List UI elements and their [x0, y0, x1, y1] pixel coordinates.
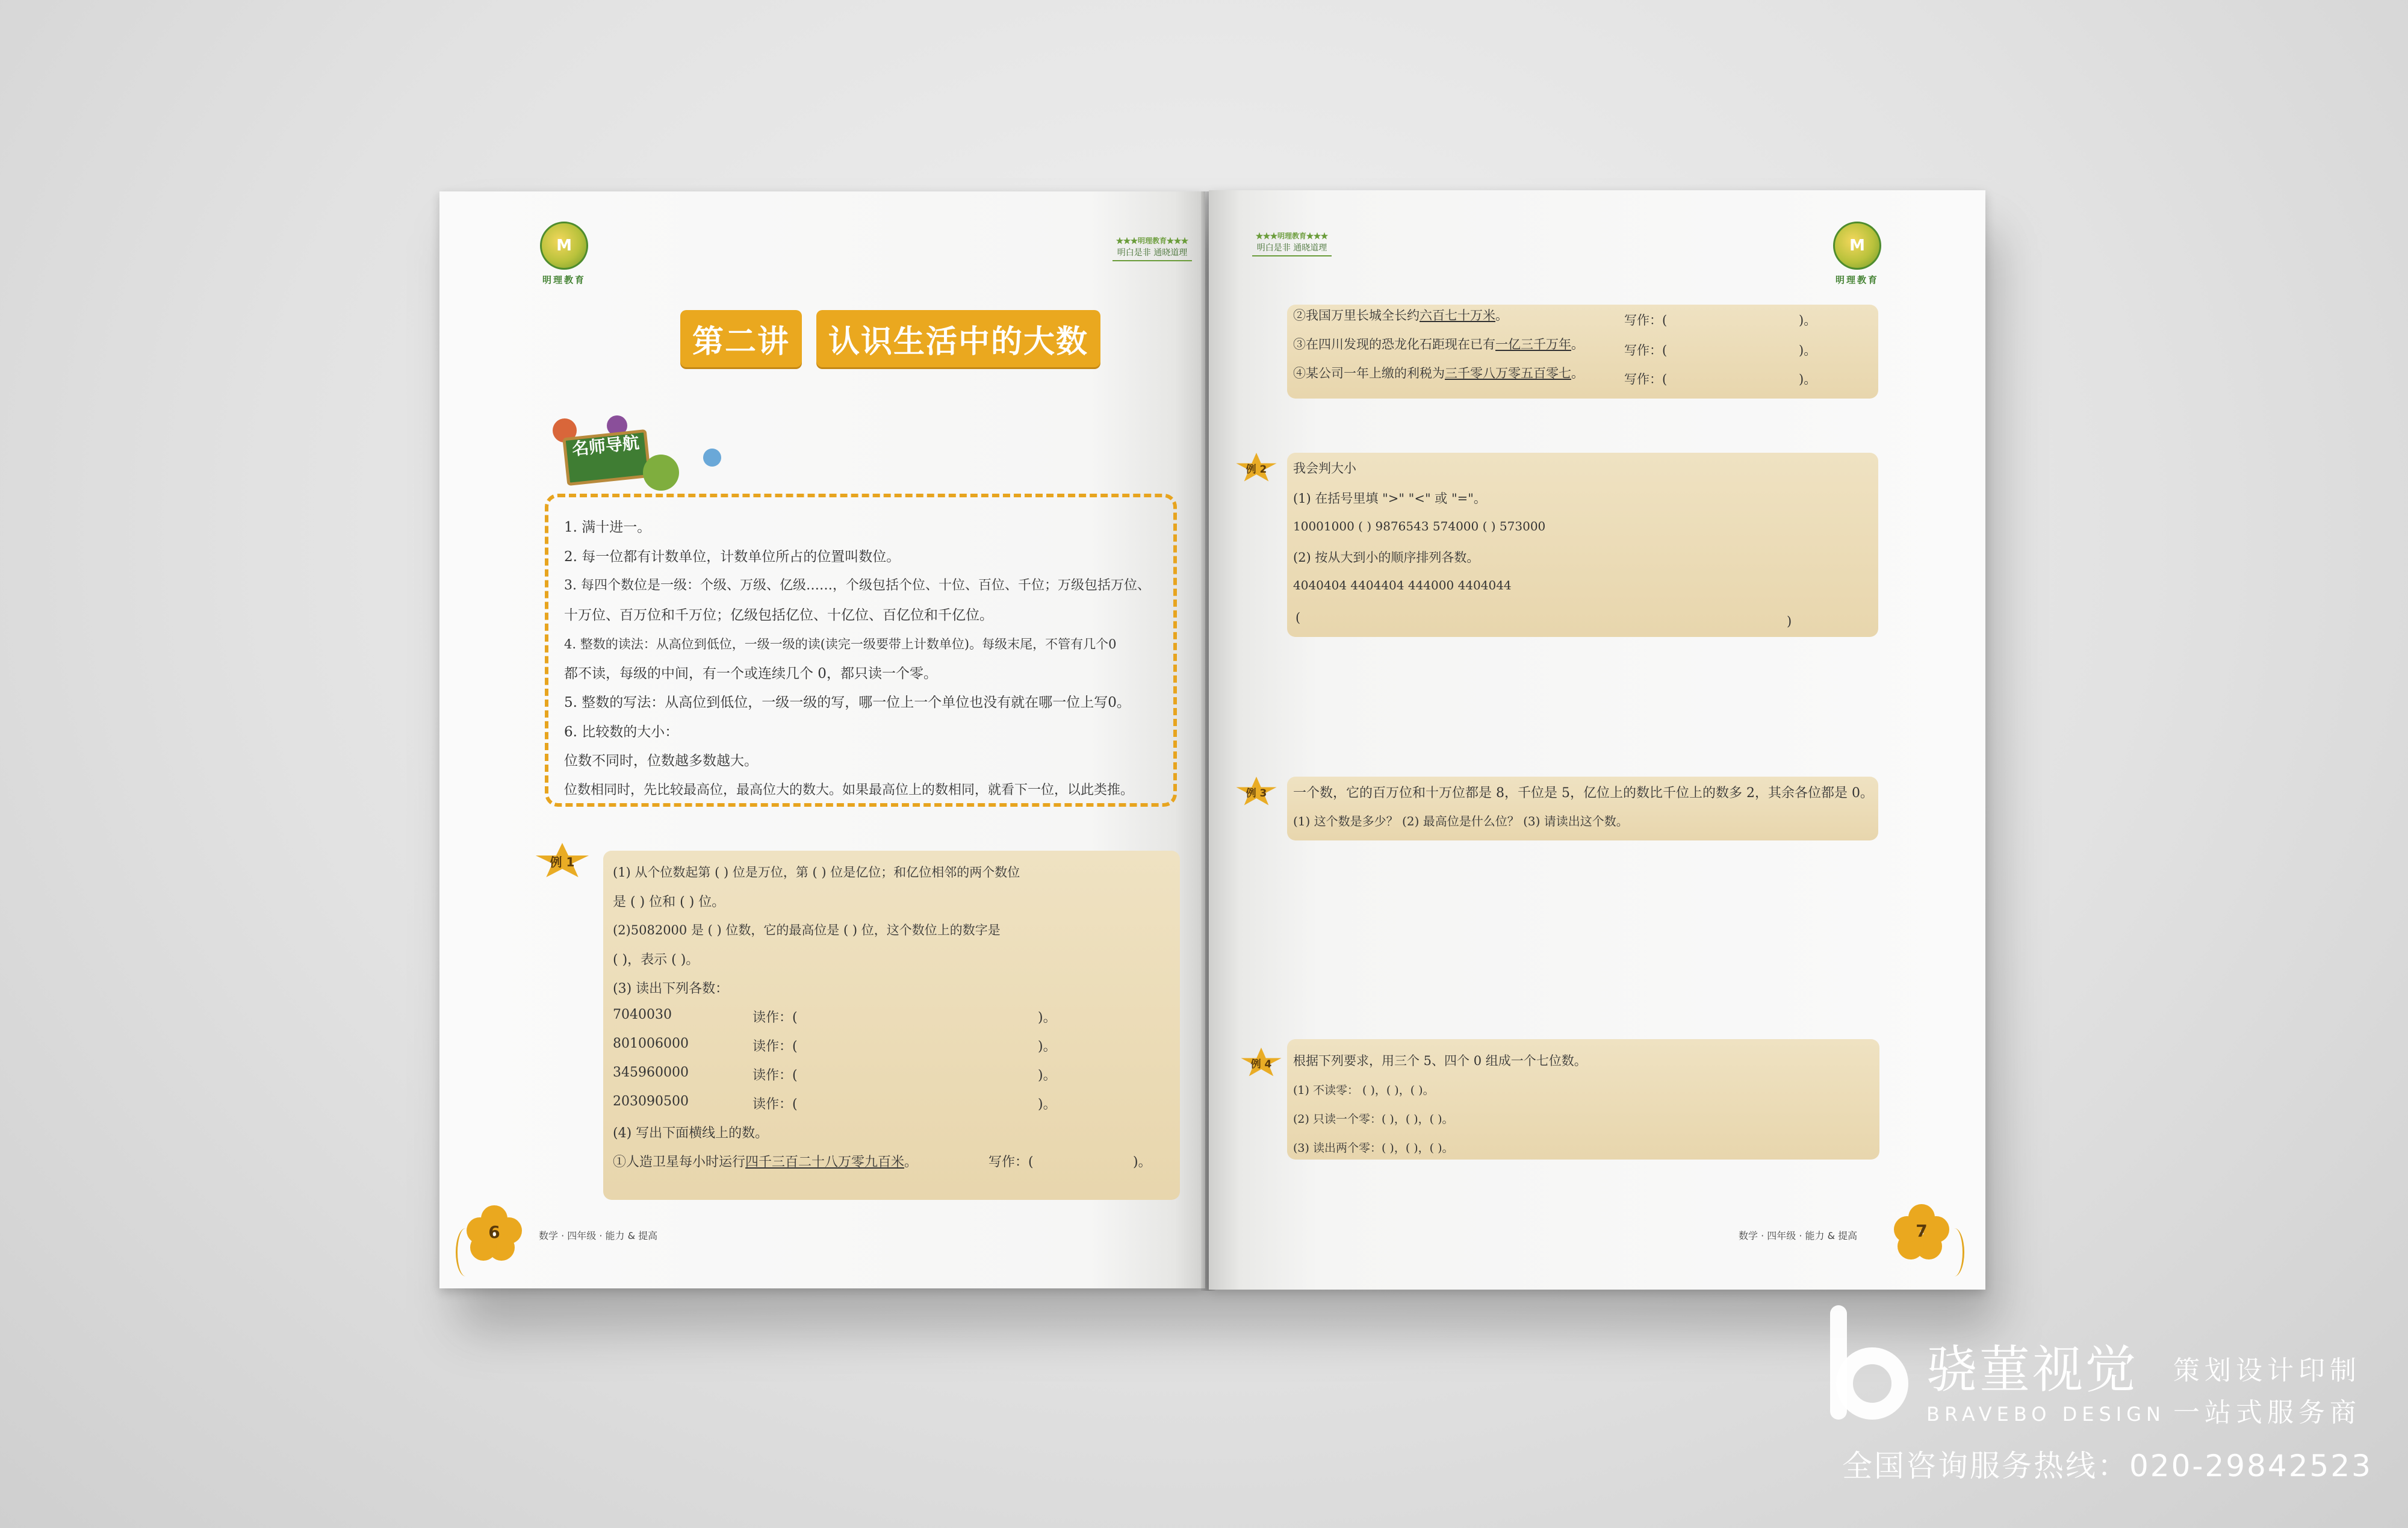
example-label: 例 1 [550, 855, 575, 869]
question-text: ①人造卫星每小时运行 [613, 1155, 746, 1170]
slogan-stars: ★★★明理教育★★★ [1116, 237, 1189, 245]
lecture-number: 第二讲 [680, 310, 802, 367]
logo-name: 明理教育 [542, 275, 586, 285]
knowledge-line: 2. 每一位都有计数单位，计数单位所占的位置叫数位。 [564, 548, 901, 565]
write-end: )。 [1799, 343, 1817, 358]
question-text: ④某公司一年上缴的利税为 [1293, 366, 1445, 380]
example4-row: (2) 只读一个零：( )，( )，( )。 [1293, 1113, 1454, 1126]
example2-row: (2) 按从大到小的顺序排列各数。 [1293, 550, 1480, 565]
read-end: )。 [1038, 1010, 1057, 1025]
write-row [1293, 364, 1584, 382]
answer-close: ) [1787, 614, 1792, 629]
example1-row: (4) 写出下面横线上的数。 [613, 1126, 769, 1141]
example4-tag [1240, 1048, 1282, 1078]
slogan-text: 明白是非 通晓道理 [1256, 243, 1327, 253]
brand-tagline: 策划设计印制 [2173, 1355, 2361, 1386]
knowledge-line: 5. 整数的写法：从高位到低位，一级一级的写，哪一位上一个单位也没有就在哪一位上写0。 [564, 695, 1131, 710]
example3-panel [1287, 777, 1878, 840]
lecture-name: 认识生活中的大数 [816, 310, 1100, 367]
right-logo [1824, 222, 1890, 286]
example3-row: (1) 这个数是多少？ (2) 最高位是什么位？ (3) 请读出这个数。 [1293, 814, 1628, 828]
example1-row: 是 ( ) 位和 ( ) 位。 [613, 895, 725, 910]
left-footer: 数学 · 四年级 · 能力 & 提高 [539, 1230, 658, 1241]
knowledge-box [545, 494, 1177, 807]
example2-row: (1) 在括号里填 ">" "<" 或 "="。 [1293, 491, 1486, 506]
underlined-number: 六百七十万米 [1420, 308, 1495, 323]
flower-stem [456, 1228, 476, 1276]
underlined-number: 一亿三千万年 [1495, 337, 1571, 352]
write-end: )。 [1799, 372, 1817, 387]
flower-stem [1944, 1228, 1964, 1276]
read-end: )。 [1038, 1039, 1057, 1054]
slogan-stars: ★★★明理教育★★★ [1256, 232, 1329, 240]
question-text: 。 [1571, 366, 1584, 380]
page-number: 7 [1916, 1221, 1928, 1241]
answer-open: ( [1296, 610, 1301, 625]
example4-row: (1) 不读零： ( )，( )，( )。 [1293, 1084, 1435, 1097]
slogan-text: 明白是非 通晓道理 [1117, 248, 1188, 258]
right-slogan [1252, 229, 1332, 256]
example1-row: ( )，表示 ( )。 [613, 952, 700, 967]
read-number: 7040030 [613, 1007, 672, 1022]
brand-name: 骁菫视觉 [1926, 1340, 2139, 1399]
knowledge-line: 1. 满十进一。 [564, 520, 651, 535]
question-text: 。 [1495, 308, 1508, 323]
logo-icon: M [540, 222, 588, 270]
example1-row: (1) 从个位数起第 ( ) 位是万位，第 ( ) 位是亿位；和亿位相邻的两个数位 [613, 865, 1020, 880]
example3-tag [1235, 777, 1277, 807]
knowledge-line: 3. 每四个数位是一级：个级、万级、亿级……，个级包括个位、十位、百位、千位；万级包括万位、 [564, 578, 1150, 593]
flower-icon [703, 449, 721, 467]
page-number-flower [1894, 1204, 1949, 1259]
left-slogan [1112, 234, 1192, 261]
example2-tag [1235, 453, 1277, 483]
plant-icon [643, 455, 679, 491]
knowledge-line: 4. 整数的读法：从高位到低位，一级一级的读(读完一级要带上计数单位)。每级末尾，不管有几个0 [564, 637, 1117, 651]
example-label: 例 4 [1250, 1058, 1272, 1070]
example-label: 例 3 [1246, 787, 1267, 800]
brand-logo-icon [1830, 1305, 1914, 1426]
knowledge-line: 都不读，每级的中间，有一个或连续几个 0，都只读一个零。 [564, 665, 937, 682]
continued-panel [1287, 305, 1878, 399]
read-end: )。 [1038, 1097, 1057, 1112]
example1-row: (2)5082000 是 ( ) 位数，它的最高位是 ( ) 位，这个数位上的数字是 [613, 923, 1001, 937]
write-end: )。 [1799, 313, 1817, 328]
example3-row: 一个数，它的百万位和十万位都是 8，千位是 5，亿位上的数比千位上的数多 2，其余各位都是 0。 [1293, 786, 1873, 801]
example4-row: 根据下列要求，用三个 5、四个 0 组成一个七位数。 [1293, 1054, 1587, 1068]
write-label: 写作：( [1624, 313, 1668, 328]
logo-icon: M [1833, 222, 1881, 270]
example2-row: 我会判大小 [1293, 461, 1356, 476]
hotline: 全国咨询服务热线：020-29842523 [1842, 1449, 2372, 1483]
question-text: ②我国万里长城全长约 [1293, 308, 1420, 323]
write-row [1293, 335, 1584, 353]
page-number: 6 [488, 1222, 500, 1242]
example1-row: (3) 读出下列各数： [613, 981, 729, 996]
example1-panel [603, 851, 1180, 1200]
read-number: 203090500 [613, 1094, 689, 1109]
knowledge-line: 6. 比较数的大小： [564, 724, 679, 740]
knowledge-line: 位数不同时，位数越多数越大。 [564, 753, 758, 769]
guide-badge [553, 418, 685, 503]
example2-panel [1287, 453, 1878, 637]
write-end: )。 [1133, 1155, 1152, 1170]
read-number: 801006000 [613, 1036, 689, 1051]
write-row [1293, 306, 1508, 324]
example1-row [613, 1152, 917, 1170]
lecture-title [680, 310, 1100, 367]
write-label: 写作：( [988, 1155, 1034, 1170]
knowledge-line: 十万位、百万位和千万位；亿级包括亿位、十亿位、百亿位和千亿位。 [564, 607, 993, 623]
left-logo [531, 222, 597, 286]
example-label: 例 2 [1246, 464, 1267, 476]
read-label: 读作：( [752, 1097, 798, 1112]
read-label: 读作：( [752, 1068, 798, 1083]
question-text: ③在四川发现的恐龙化石距现在已有 [1293, 337, 1495, 352]
question-text: 。 [904, 1155, 918, 1170]
logo-name: 明理教育 [1835, 275, 1879, 285]
example4-row: (3) 读出两个零：( )，( )，( )。 [1293, 1141, 1454, 1155]
read-number: 345960000 [613, 1065, 689, 1080]
read-label: 读作：( [752, 1010, 798, 1025]
read-end: )。 [1038, 1068, 1057, 1083]
write-label: 写作：( [1624, 343, 1668, 358]
example2-row: 10001000 ( ) 9876543 574000 ( ) 573000 [1293, 519, 1546, 533]
example1-tag [535, 843, 590, 879]
guide-board-label: 名师导航 [562, 429, 651, 486]
brand-english: BRAVEBO DESIGN [1926, 1403, 2165, 1426]
brand-tagline: 一站式服务商 [2173, 1397, 2361, 1428]
underlined-number: 三千零八万零五百零七 [1445, 366, 1571, 380]
read-label: 读作：( [752, 1039, 798, 1054]
knowledge-line: 位数相同时，先比较最高位，最高位大的数大。如果最高位上的数相同，就看下一位，以此类推。 [564, 782, 1134, 798]
example2-row: 4040404 4404404 444000 4404044 [1293, 578, 1512, 592]
example4-panel [1287, 1039, 1879, 1160]
question-text: 。 [1571, 337, 1584, 352]
underlined-number: 四千三百二十八万零九百米 [745, 1155, 905, 1170]
write-label: 写作：( [1624, 372, 1668, 387]
right-footer: 数学 · 四年级 · 能力 & 提高 [1739, 1230, 1858, 1241]
